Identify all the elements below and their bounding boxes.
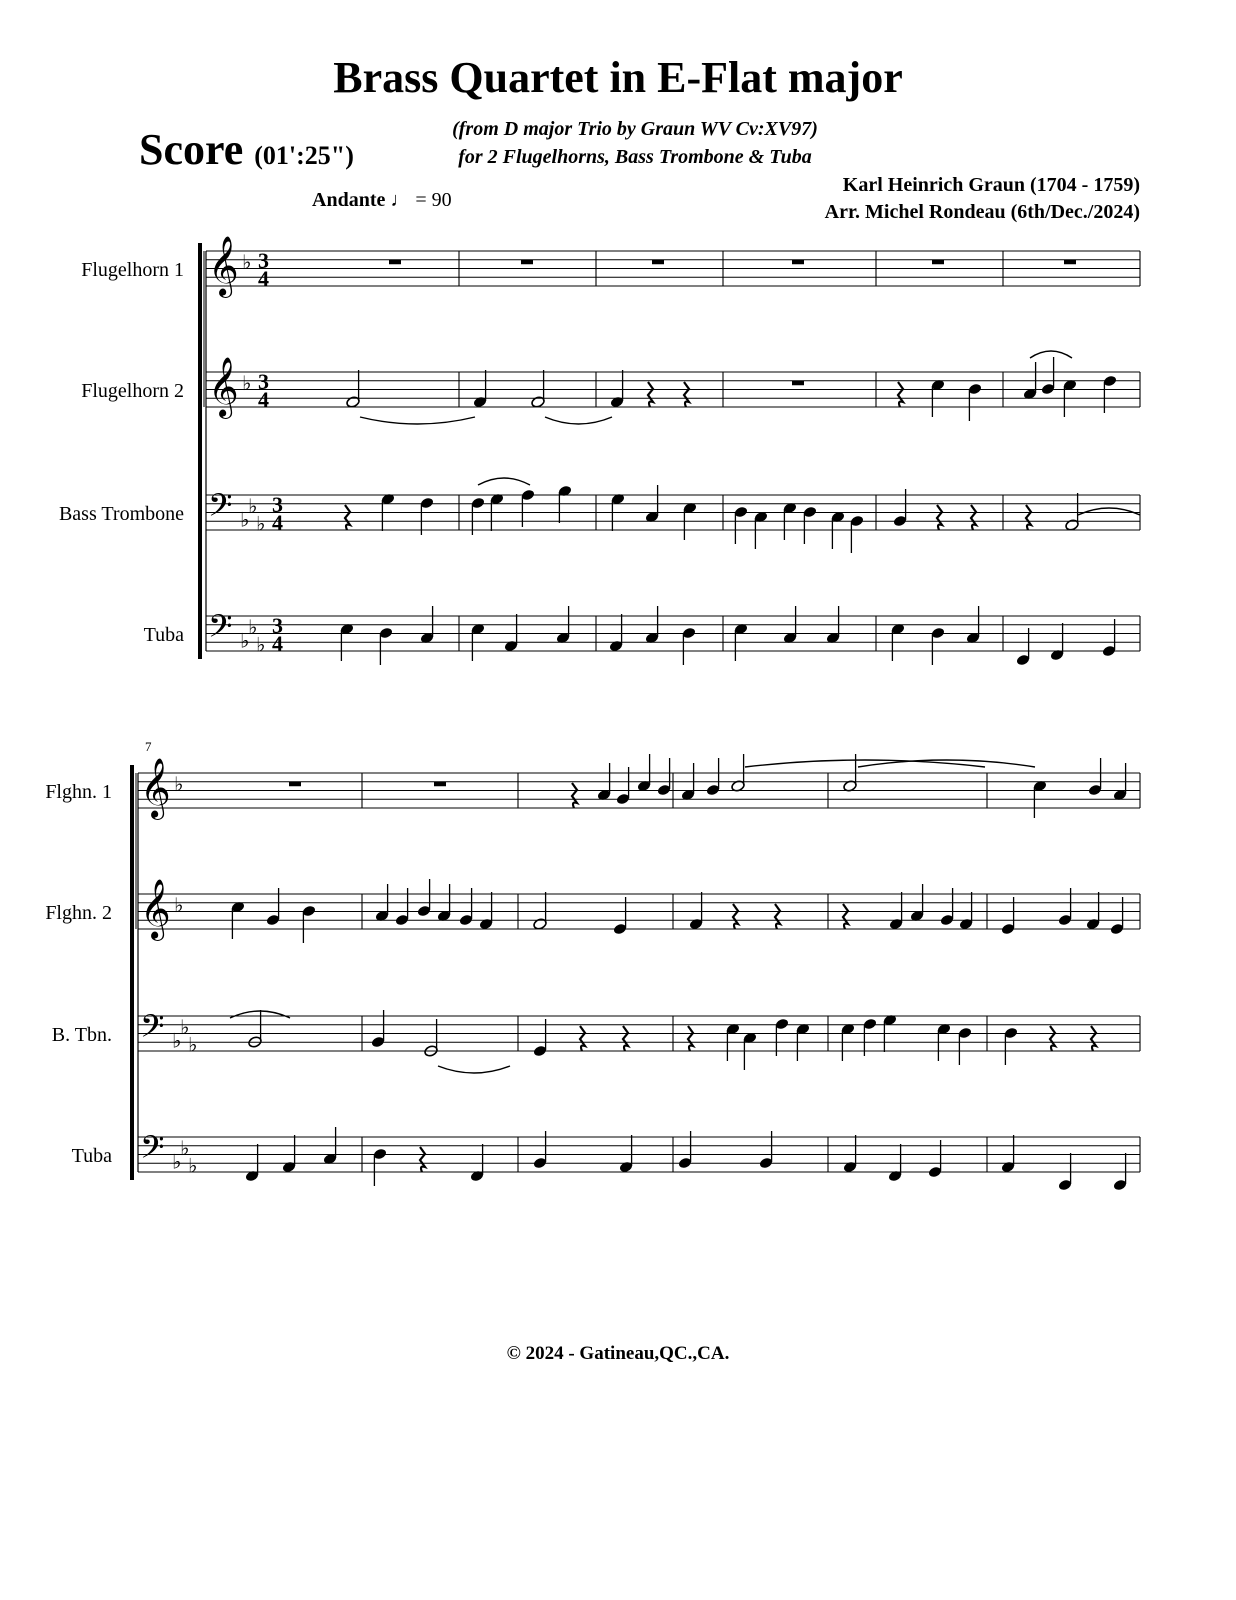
quarter-rest bbox=[572, 783, 577, 808]
slur bbox=[1078, 508, 1140, 515]
treble-clef-icon: 𝄞 bbox=[208, 236, 239, 296]
slur bbox=[1030, 351, 1072, 358]
instrument-label: Flugelhorn 2 bbox=[81, 380, 184, 402]
flat-icon: ♭ bbox=[248, 494, 258, 519]
instrument-label: Flghn. 2 bbox=[45, 902, 112, 924]
time-signature: 3 bbox=[258, 369, 269, 394]
quarter-rest bbox=[623, 1026, 628, 1051]
composer: Karl Heinrich Graun (1704 - 1759) bbox=[842, 174, 1140, 196]
instrument-label: Flugelhorn 1 bbox=[81, 259, 184, 281]
time-signature: 4 bbox=[272, 510, 283, 535]
slur bbox=[360, 417, 475, 424]
flat-icon: ♭ bbox=[242, 250, 252, 275]
quarter-note-icon: ♩ bbox=[390, 189, 411, 211]
flat-icon: ♭ bbox=[248, 615, 258, 640]
time-signature: 4 bbox=[272, 631, 283, 656]
arranger: Arr. Michel Rondeau (6th/Dec./2024) bbox=[824, 201, 1140, 223]
whole-rest bbox=[389, 260, 401, 265]
quarter-rest bbox=[688, 1026, 693, 1051]
whole-rest bbox=[434, 782, 446, 787]
flat-icon: ♭ bbox=[188, 1032, 198, 1057]
instrument-label: Tuba bbox=[143, 624, 184, 646]
score-word: Score bbox=[139, 125, 244, 174]
duration: (01':25") bbox=[254, 141, 354, 170]
quarter-rest bbox=[775, 904, 780, 929]
flat-icon: ♭ bbox=[256, 511, 266, 536]
quarter-rest bbox=[898, 382, 903, 407]
quarter-rest bbox=[733, 904, 738, 929]
flat-icon: ♭ bbox=[174, 893, 184, 918]
time-signature: 3 bbox=[258, 248, 269, 273]
quarter-rest bbox=[1026, 505, 1031, 530]
flat-icon: ♭ bbox=[172, 1028, 182, 1053]
quarter-rest bbox=[1091, 1026, 1096, 1051]
subtitle-instrumentation: for 2 Flugelhorns, Bass Trombone & Tuba bbox=[458, 146, 812, 168]
quarter-rest bbox=[1050, 1026, 1055, 1051]
instrument-label: Flghn. 1 bbox=[45, 781, 112, 803]
bass-clef-icon: 𝄢 bbox=[140, 1129, 165, 1173]
quarter-rest bbox=[843, 904, 848, 929]
whole-rest bbox=[932, 260, 944, 265]
quarter-rest bbox=[580, 1026, 585, 1051]
flat-icon: ♭ bbox=[172, 1149, 182, 1174]
bass-clef-icon: 𝄢 bbox=[208, 487, 233, 531]
system-2 bbox=[132, 754, 1140, 1191]
whole-rest bbox=[652, 260, 664, 265]
whole-rest bbox=[792, 381, 804, 386]
quarter-rest bbox=[684, 382, 689, 407]
system-1 bbox=[200, 236, 1140, 666]
flat-icon: ♭ bbox=[240, 628, 250, 653]
slur bbox=[545, 417, 612, 424]
treble-clef-icon: 𝄞 bbox=[208, 357, 239, 417]
time-signature: 3 bbox=[272, 613, 283, 638]
score-title: Brass Quartet in E-Flat major bbox=[333, 53, 903, 102]
slur bbox=[438, 1066, 510, 1073]
flat-icon: ♭ bbox=[174, 772, 184, 797]
quarter-rest bbox=[420, 1147, 425, 1172]
whole-rest bbox=[521, 260, 533, 265]
whole-rest bbox=[792, 260, 804, 265]
instrument-label: Tuba bbox=[71, 1145, 112, 1167]
flat-icon: ♭ bbox=[242, 371, 252, 396]
treble-clef-icon: 𝄞 bbox=[140, 879, 171, 939]
time-signature: 4 bbox=[258, 387, 269, 412]
bass-clef-icon: 𝄢 bbox=[140, 1008, 165, 1052]
quarter-rest bbox=[648, 382, 653, 407]
subtitle-source: (from D major Trio by Graun WV Cv:XV97) bbox=[452, 118, 818, 140]
flat-icon: ♭ bbox=[188, 1153, 198, 1178]
tempo-text: Andante bbox=[312, 189, 386, 211]
bass-clef-icon: 𝄢 bbox=[208, 608, 233, 652]
time-signature: 3 bbox=[272, 492, 283, 517]
flat-icon: ♭ bbox=[180, 1015, 190, 1040]
tempo-bpm: = 90 bbox=[415, 189, 452, 211]
flat-icon: ♭ bbox=[240, 507, 250, 532]
instrument-label: Bass Trombone bbox=[58, 503, 184, 525]
whole-rest bbox=[1064, 260, 1076, 265]
slur bbox=[478, 478, 530, 485]
measure-number: 7 bbox=[145, 739, 152, 754]
quarter-rest bbox=[345, 505, 350, 530]
copyright: © 2024 - Gatineau,QC.,CA. bbox=[506, 1343, 730, 1364]
flat-icon: ♭ bbox=[256, 632, 266, 657]
flat-icon: ♭ bbox=[180, 1136, 190, 1161]
whole-rest bbox=[289, 782, 301, 787]
time-signature: 4 bbox=[258, 266, 269, 291]
instrument-label: B. Tbn. bbox=[51, 1024, 112, 1046]
quarter-rest bbox=[971, 505, 976, 530]
treble-clef-icon: 𝄞 bbox=[140, 758, 171, 818]
quarter-rest bbox=[937, 505, 942, 530]
